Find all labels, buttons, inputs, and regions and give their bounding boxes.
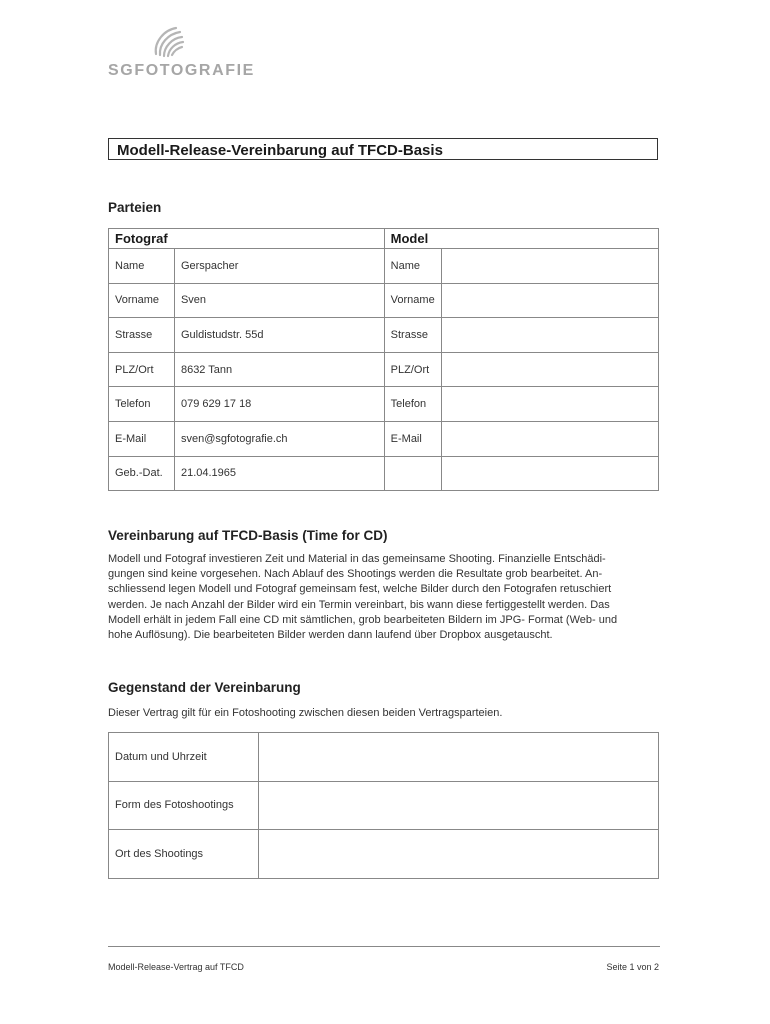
- photographer-value: Gerspacher: [174, 249, 384, 284]
- agreement-text: [108, 552, 660, 643]
- agreement-line: gungen sind keine vorgesehen. Nach Ablauf des Shootings werden die Resultate grob bearbeitet. An-: [108, 568, 603, 581]
- photographer-label: Telefon: [109, 387, 175, 422]
- subject-label: Datum und Uhrzeit: [109, 733, 259, 782]
- photographer-value: 21.04.1965: [174, 456, 384, 491]
- model-label: Vorname: [384, 283, 441, 318]
- table-row: [109, 283, 659, 318]
- brand-logo: [108, 22, 255, 82]
- subject-label: Form des Fotoshootings: [109, 781, 259, 830]
- subject-value-field[interactable]: [258, 733, 658, 782]
- logo-text: SGFOTOGRAFIE: [108, 62, 255, 79]
- model-value-field[interactable]: [441, 318, 658, 353]
- model-value-field[interactable]: [441, 387, 658, 422]
- model-value-field[interactable]: [441, 352, 658, 387]
- table-row: [109, 318, 659, 353]
- model-label: PLZ/Ort: [384, 352, 441, 387]
- swirl-logo-icon: [150, 22, 186, 60]
- agreement-line: werden. Je nach Anzahl der Bilder wird ein Termin vereinbart, bis wann diese fertiggestellt werden. Das: [108, 598, 610, 611]
- table-row: [109, 352, 659, 387]
- photographer-label: Geb.-Dat.: [109, 456, 175, 491]
- subject-table: [108, 732, 659, 879]
- model-label: E-Mail: [384, 421, 441, 456]
- photographer-value: 079 629 17 18: [174, 387, 384, 422]
- footer-divider: [108, 946, 660, 947]
- photographer-label: Vorname: [109, 283, 175, 318]
- model-value-field[interactable]: [441, 249, 658, 284]
- photographer-label: PLZ/Ort: [109, 352, 175, 387]
- subject-heading: Gegenstand der Vereinbarung: [108, 680, 301, 695]
- photographer-value: Sven: [174, 283, 384, 318]
- agreement-line: Modell erhält in jedem Fall eine CD mit sämtlichen, grob bearbeiteten Bildern im JPG- Format (Web- und: [108, 613, 618, 626]
- agreement-line: schliessend legen Modell und Fotograf gemeinsam fest, welche Bilder durch den Fotografen retuschiert: [108, 583, 612, 596]
- model-value-field[interactable]: [441, 421, 658, 456]
- subject-value-field[interactable]: [258, 781, 658, 830]
- photographer-label: E-Mail: [109, 421, 175, 456]
- photographer-header: Fotograf: [109, 229, 385, 249]
- table-row: [109, 387, 659, 422]
- table-row: [109, 456, 659, 491]
- parties-heading: Parteien: [108, 200, 162, 215]
- page-number: Seite 1 von 2: [606, 962, 659, 972]
- photographer-value: Guldistudstr. 55d: [174, 318, 384, 353]
- model-label: Telefon: [384, 387, 441, 422]
- table-row: [109, 733, 659, 782]
- footer-left: Modell-Release-Vertrag auf TFCD: [108, 962, 244, 972]
- agreement-heading: Vereinbarung auf TFCD-Basis (Time for CD): [108, 528, 388, 543]
- model-label: Name: [384, 249, 441, 284]
- subject-text: Dieser Vertrag gilt für ein Fotoshooting zwischen diesen beiden Vertragsparteien.: [108, 707, 503, 719]
- photographer-label: Strasse: [109, 318, 175, 353]
- photographer-value: 8632 Tann: [174, 352, 384, 387]
- parties-table: [108, 228, 659, 491]
- table-row: [109, 249, 659, 284]
- model-label: Strasse: [384, 318, 441, 353]
- photographer-label: Name: [109, 249, 175, 284]
- table-row: [109, 421, 659, 456]
- parties-header-row: [109, 229, 659, 249]
- table-row: [109, 830, 659, 879]
- model-value-field[interactable]: [441, 283, 658, 318]
- model-header: Model: [384, 229, 658, 249]
- subject-value-field[interactable]: [258, 830, 658, 879]
- agreement-line: Modell und Fotograf investieren Zeit und Material in das gemeinsame Shooting. Finanzielle Entschädi-: [108, 553, 606, 565]
- table-row: [109, 781, 659, 830]
- document-title: Modell-Release-Vereinbarung auf TFCD-Basis: [108, 138, 658, 160]
- subject-label: Ort des Shootings: [109, 830, 259, 879]
- photographer-value: sven@sgfotografie.ch: [174, 421, 384, 456]
- agreement-line: hohe Auflösung). Die bearbeiteten Bilder werden dann laufend über Dropbox ausgetauscht.: [108, 629, 553, 642]
- model-value-field[interactable]: [441, 456, 658, 491]
- model-label[interactable]: [384, 456, 441, 491]
